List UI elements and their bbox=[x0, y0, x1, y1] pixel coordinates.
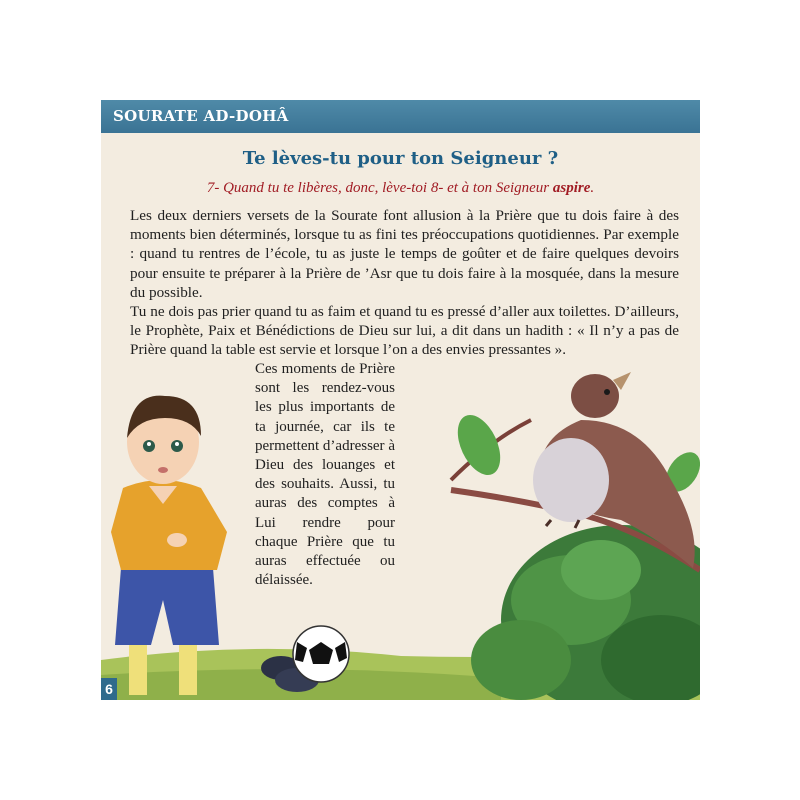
body-text bbox=[130, 206, 679, 360]
boy-figure bbox=[111, 396, 227, 695]
verse-emphasis: aspire bbox=[552, 180, 591, 196]
chapter-header bbox=[101, 100, 700, 133]
section-title: Te lèves-tu pour ton Seigneur ? bbox=[242, 148, 559, 169]
page-number: 6 bbox=[101, 678, 117, 700]
verse-text: 7- Quand tu te libères, donc, lève-toi 8- et à ton Seigneur bbox=[206, 180, 553, 196]
book-page bbox=[101, 100, 700, 700]
verse-end: . bbox=[590, 180, 595, 196]
soccer-ball bbox=[293, 626, 349, 682]
paragraph-1: Les deux derniers versets de la Sourate font allusion à la Prière que tu dois faire à des moments bien déterminés, lorsque tu as fini tes préoccupations quotidiennes. Par exemple : quand tu rentres de l’école, tu as juste le temps de goûter et de faire quelques devoirs pour ensuite te préparer à la Prière de ’Asr que tu dois faire à la mosquée, dans la mesure du possible. bbox=[130, 207, 679, 301]
side-paragraph: Ces moments de Prière sont les rendez-vous les plus importants de ta journée, car ils te permettent d’adresser à Dieu des louanges et des souhaits. Aussi, tu auras des comptes à Lui rendre pour chaque Prière que tu auras effectuée ou délaissée. bbox=[255, 361, 395, 589]
chapter-title: SOURATE AD-DOHÂ bbox=[113, 107, 289, 125]
paragraph-2: Tu ne dois pas prier quand tu as faim et quand tu es pressé d’aller aux toilettes. D’ailleurs, le Prophète, Paix et Bénédictions de Dieu sur lui, a dit dans un hadith : « Il n’y a pas de Prière quand la table est servie et lorsque l’on a des envies pressantes ». bbox=[130, 303, 679, 359]
verse-quote bbox=[101, 180, 700, 197]
